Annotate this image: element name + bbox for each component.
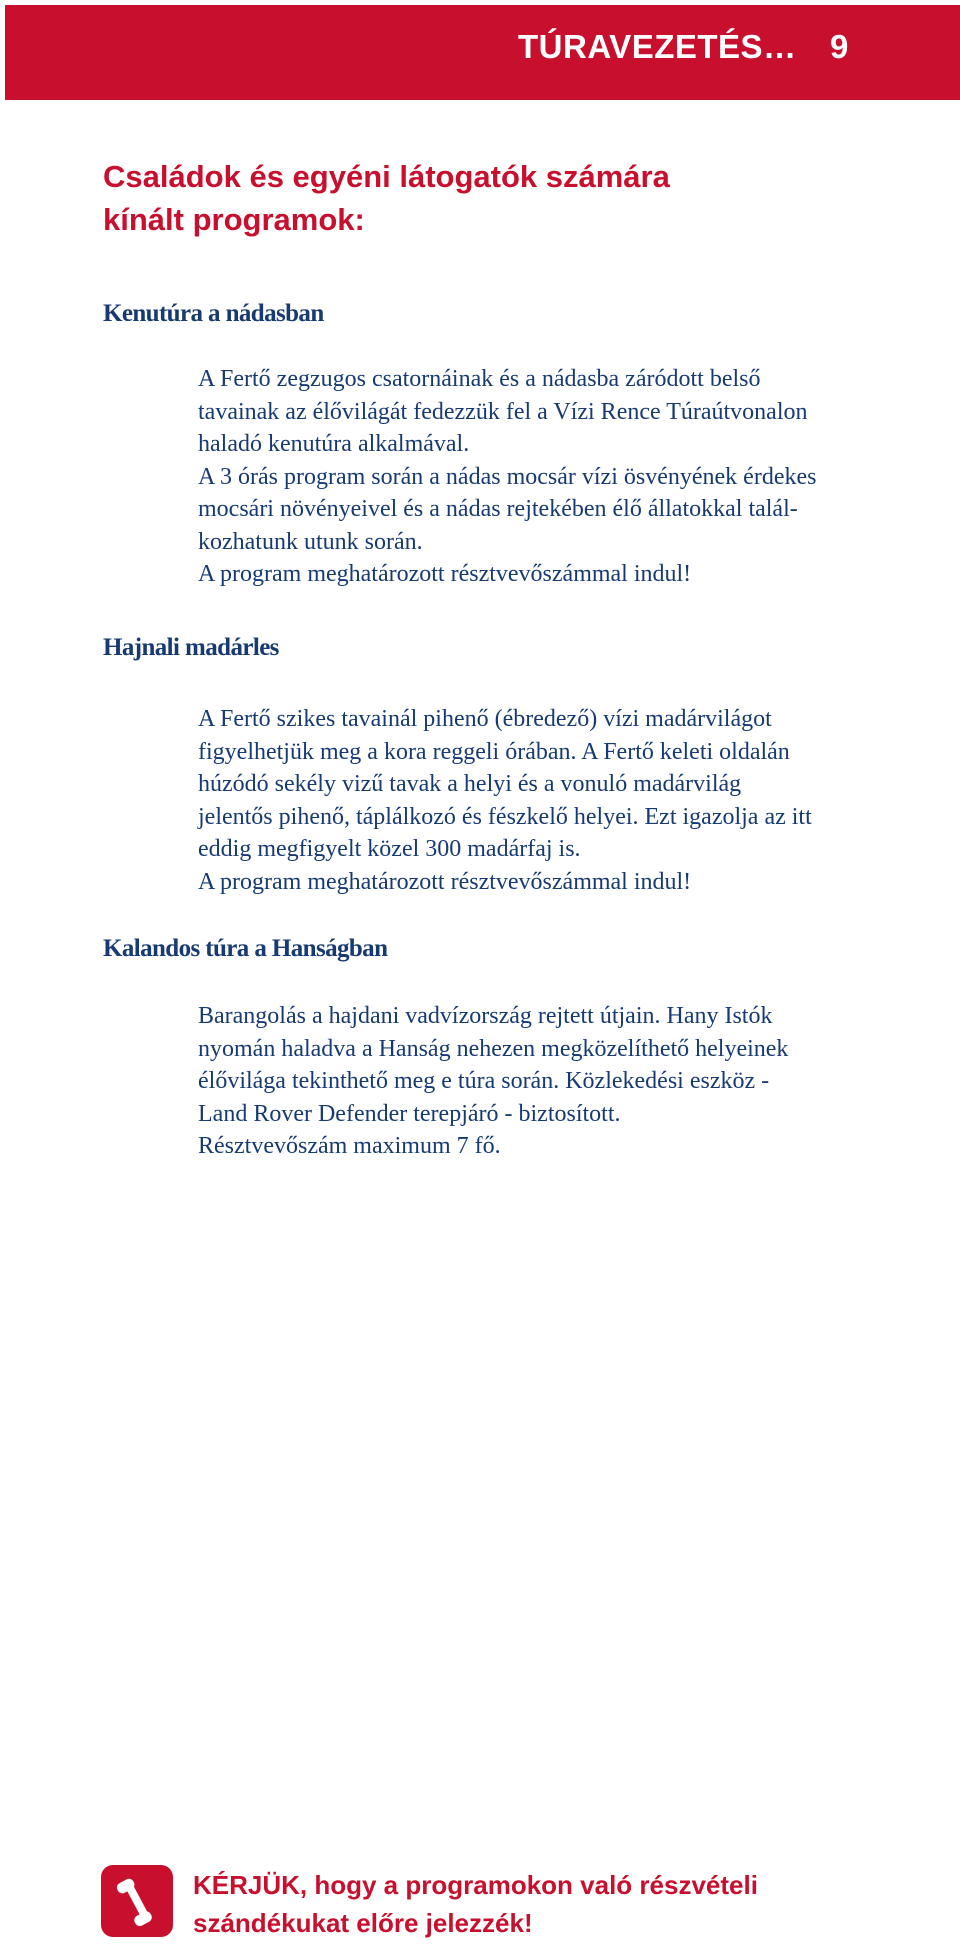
section-title-kalandos-tura: Kalandos túra a Hanságban <box>103 935 388 962</box>
footer-note-line: szándékukat előre jelezzék! <box>193 1908 533 1938</box>
body-line: mocsári növényeivel és a nádas rejtekében élő állatokkal talál- <box>198 496 798 522</box>
body-line: A program meghatározott résztvevőszámmal indul! <box>198 868 692 895</box>
body-line: A 3 órás program során a nádas mocsár vízi ösvényének érdekes <box>198 463 817 490</box>
section-body-kenutura <box>198 363 898 591</box>
footer-note-line: KÉRJÜK, hogy a programokon való részvételi <box>193 1870 758 1900</box>
section-title-kenutura: Kenutúra a nádasban <box>103 300 324 327</box>
phone-icon <box>113 1875 161 1927</box>
main-heading <box>103 155 863 241</box>
body-line: A Fertő szikes tavainál pihenő (ébredező) vízi madárvilágot <box>198 706 772 732</box>
body-line: kozhatunk utunk során. <box>198 528 423 555</box>
body-line: Résztvevőszám maximum 7 fő. <box>198 1133 501 1159</box>
page-header-title: TÚRAVEZETÉS… <box>518 28 797 65</box>
body-line: A program meghatározott résztvevőszámmal indul! <box>198 561 692 587</box>
body-line: húzódó sekély vizű tavak a helyi és a vonuló madárvilág <box>198 771 742 797</box>
body-line: A Fertő zegzugos csatornáinak és a nádasba záródott belső <box>198 366 761 392</box>
body-line: eddig megfigyelt közel 300 madárfaj is. <box>198 836 581 862</box>
body-line: Land Rover Defender terepjáró - biztosított. <box>198 1100 621 1127</box>
section-body-hajnali-madarles <box>198 703 898 898</box>
body-line: élővilága tekinthető meg e túra során. Közlekedési eszköz - <box>198 1068 770 1094</box>
main-heading-line: kínált programok: <box>103 202 365 237</box>
section-body-kalandos-tura <box>198 1000 898 1163</box>
header-band <box>5 5 960 100</box>
body-line: jelentős pihenő, táplálkozó és fészkelő helyei. Ezt igazolja az itt <box>198 803 812 830</box>
main-heading-line: Családok és egyéni látogatók számára <box>103 159 670 194</box>
footer-note <box>193 1866 758 1942</box>
body-line: figyelhetjük meg a kora reggeli órában. A Fertő keleti oldalán <box>198 738 790 765</box>
body-line: tavainak az élővilágát fedezzük fel a Vízi Rence Túraútvonalon <box>198 398 808 425</box>
page-number: 9 <box>830 28 849 65</box>
section-title-hajnali-madarles: Hajnali madárles <box>103 634 279 661</box>
phone-icon-box <box>101 1865 173 1937</box>
body-line: Barangolás a hajdani vadvízország rejtett útjain. Hany Istók <box>198 1003 773 1029</box>
body-line: haladó kenutúra alkalmával. <box>198 431 470 457</box>
body-line: nyomán haladva a Hanság nehezen megközelíthető helyeinek <box>198 1035 789 1062</box>
